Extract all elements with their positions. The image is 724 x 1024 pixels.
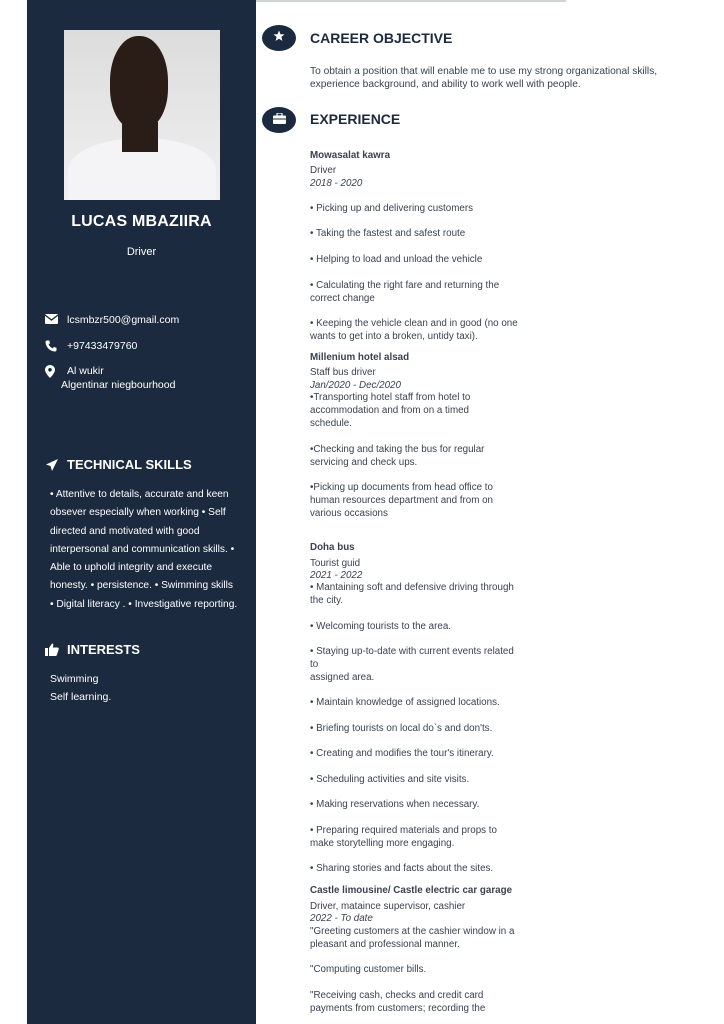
contact-email[interactable] [45, 314, 179, 326]
job-duty: human resources department and from on [310, 495, 493, 506]
job-duty: •Checking and taking the bus for regular [310, 444, 485, 455]
job-duty: the city. [310, 595, 344, 606]
job-company: Mowasalat kawra [310, 150, 391, 161]
contact-phone[interactable] [45, 340, 137, 352]
job-duty: • Maintain knowledge of assigned locations. [310, 697, 500, 708]
location-pin-icon [45, 365, 59, 377]
job-duty: •Picking up documents from head office to [310, 482, 493, 493]
profile-photo [64, 30, 220, 200]
job-duty: • Picking up and delivering customers [310, 203, 473, 214]
briefcase-icon [273, 111, 286, 129]
address-line2: Algentinar niegbourhood [61, 379, 176, 391]
thumbs-up-icon [45, 643, 59, 657]
job-dates: Jan/2020 - Dec/2020 [310, 380, 401, 391]
job-duty: • Staying up-to-date with current events related [310, 646, 514, 657]
job-duty: various occasions [310, 508, 388, 519]
profile-name: LUCAS MBAZIIRA [71, 213, 212, 230]
job-duty: correct change [310, 293, 375, 304]
job-duty: • Helping to load and unload the vehicle [310, 254, 483, 265]
job-duty: • Preparing required materials and props to [310, 825, 497, 836]
job-duty: • Briefing tourists on local do`s and don'ts. [310, 723, 493, 734]
job-duty: • Keeping the vehicle clean and in good (no one [310, 318, 518, 329]
job-duty: "Greeting customers at the cashier window in a [310, 926, 515, 937]
interest-item: Self learning. [50, 691, 112, 703]
job-duty: wants to get into a broken, untidy taxi). [310, 331, 478, 342]
job-duty: assigned area. [310, 672, 375, 683]
job-duty: • Creating and modifies the tour's itinerary. [310, 748, 494, 759]
job-company: Castle limousine/ Castle electric car garage [310, 885, 513, 896]
phone-text: +97433479760 [67, 340, 138, 352]
contact-address [45, 365, 104, 377]
job-duty: make storytelling more engaging. [310, 838, 455, 849]
job-duty: payments from customers; recording the [310, 1003, 486, 1014]
address-line1: Al wukir [67, 365, 104, 377]
job-duty: "Computing customer bills. [310, 964, 427, 975]
job-duty: "Receiving cash, checks and credit card [310, 990, 484, 1001]
job-title: Driver [310, 165, 337, 176]
job-title: Tourist guid [310, 558, 361, 569]
interest-item: Swimming [50, 673, 99, 685]
job-duty: • Sharing stories and facts about the sites. [310, 863, 494, 874]
job-duty: • Making reservations when necessary. [310, 799, 480, 810]
job-duty: • Calculating the right fare and returning the [310, 280, 500, 291]
sidebar [27, 0, 256, 1024]
job-company: Doha bus [310, 542, 355, 553]
header-divider [256, 0, 566, 2]
job-duty: schedule. [310, 418, 352, 429]
paper-plane-icon [45, 458, 59, 472]
job-duty: • Scheduling activities and site visits. [310, 774, 470, 785]
job-title: Staff bus driver [310, 367, 376, 378]
job-duty: •Transporting hotel staff from hotel to [310, 392, 471, 403]
technical-skills-heading: TECHNICAL SKILLS [45, 457, 192, 472]
interests-heading: INTERESTS [45, 642, 140, 657]
job-dates: 2021 - 2022 [310, 570, 363, 581]
experience-heading: EXPERIENCE [310, 111, 401, 127]
job-duty: servicing and check ups. [310, 457, 418, 468]
career-objective-text: To obtain a position that will enable me to use my strong organizational skills, experience background, and ability to work well with people. [310, 66, 658, 90]
star-icon [273, 29, 285, 47]
objective-badge [262, 25, 296, 51]
job-duty: pleasant and professional manner. [310, 939, 460, 950]
job-title: Driver, mataince supervisor, cashier [310, 901, 466, 912]
job-duty: • Welcoming tourists to the area. [310, 621, 452, 632]
job-company: Millenium hotel alsad [310, 352, 410, 363]
email-icon [45, 314, 59, 326]
phone-icon [45, 340, 59, 352]
career-objective-heading: CAREER OBJECTIVE [310, 30, 453, 46]
job-duty: accommodation and from on a timed [310, 405, 470, 416]
job-duty: to [310, 659, 319, 670]
job-duty: • Taking the fastest and safest route [310, 228, 466, 239]
job-duty: • Mantaining soft and defensive driving through [310, 582, 514, 593]
email-text: lcsmbzr500@gmail.com [67, 314, 180, 326]
job-dates: 2022 - To date [310, 913, 373, 924]
profile-role: Driver [126, 246, 157, 258]
job-dates: 2018 - 2020 [310, 178, 363, 189]
technical-skills-text: • Attentive to details, accurate and keen obsever especially when working • Self directed and motivated with good interpersonal and communication skills. • Able to uphold integrity and execute honesty. • persistence. • Swimming skills • Digital literacy . • Investigative reporting. [50, 489, 238, 610]
experience-badge [262, 107, 296, 133]
